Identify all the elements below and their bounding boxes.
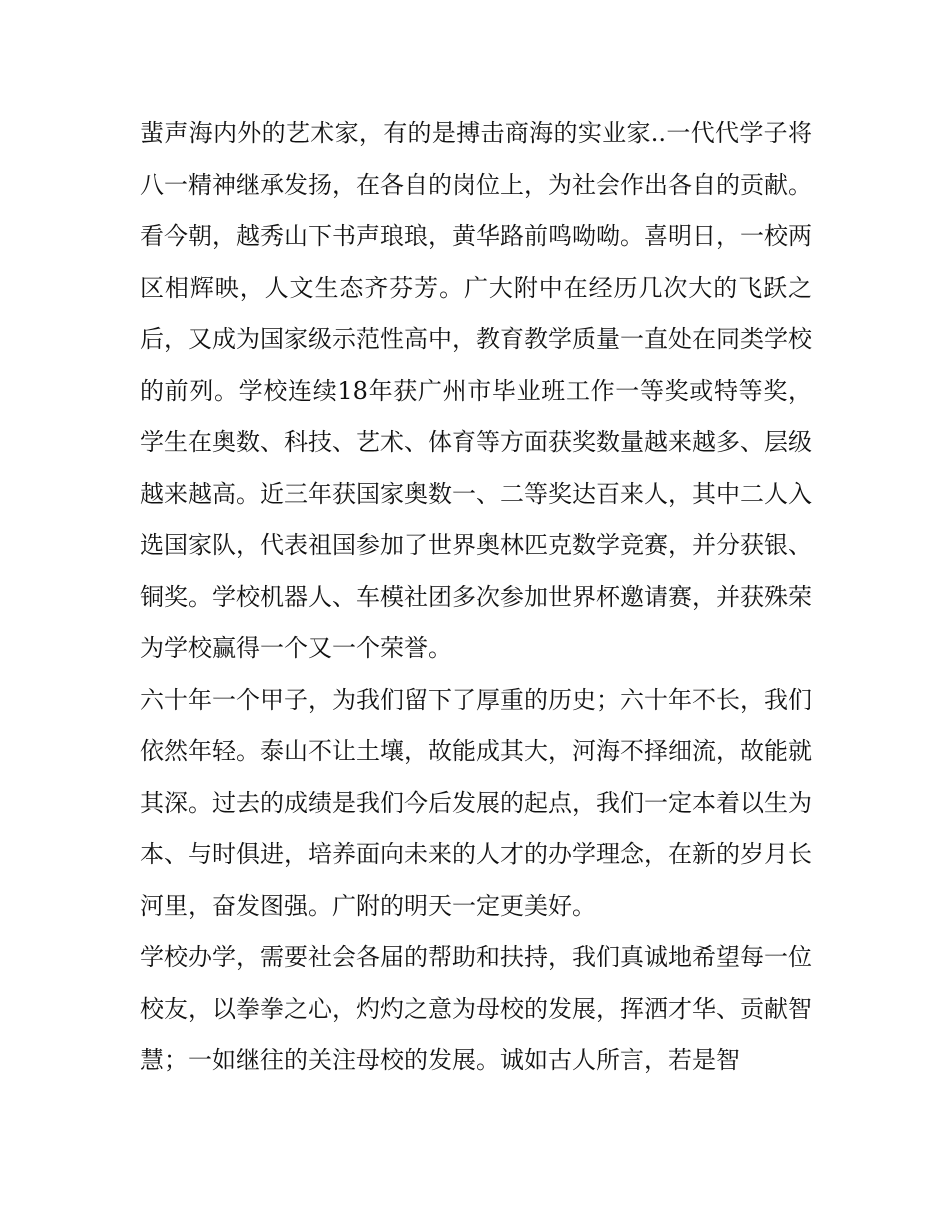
paragraph-2: 看今朝，越秀山下书声琅琅，黄华路前鸣呦呦。喜明日，一校两区相辉映，人文生态齐芬芳。广大附中在经历几次大的飞跃之后，又成为国家级示范性高中，教育教学质量一直处在同类学校的前列。学校连续18年获广州市毕业班工作一等奖或特等奖，学生在奥数、科技、艺术、体育等方面获奖数量越来越多、层级越来越高。近三年获国家奥数一、二等奖达百来人，其中二人入选国家队，代表祖国参加了世界奥林匹克数学竞赛，并分获银、铜奖。学校机器人、车模社团多次参加世界杯邀请赛，并获殊荣为学校赢得一个又一个荣誉。 — [140, 222, 812, 662]
paragraph-1: 蜚声海内外的艺术家，有的是搏击商海的实业家..一代代学子将八一精神继承发扬，在各自的岗位上，为社会作出各自的贡献。 — [140, 119, 812, 199]
document-body — [140, 108, 812, 1087]
paragraph-3: 六十年一个甲子，为我们留下了厚重的历史；六十年不长，我们依然年轻。泰山不让土壤，故能成其大，河海不择细流，故能就其深。过去的成绩是我们今后发展的起点，我们一定本着以生为本、与时俱进，培养面向未来的人才的办学理念，在新的岁月长河里，奋发图强。广附的明天一定更美好。 — [140, 685, 812, 920]
paragraph-4: 学校办学，需要社会各届的帮助和扶持，我们真诚地希望每一位校友，以拳拳之心，灼灼之意为母校的发展，挥洒才华、贡献智慧；一如继往的关注母校的发展。诚如古人所言，若是智 — [140, 943, 812, 1074]
